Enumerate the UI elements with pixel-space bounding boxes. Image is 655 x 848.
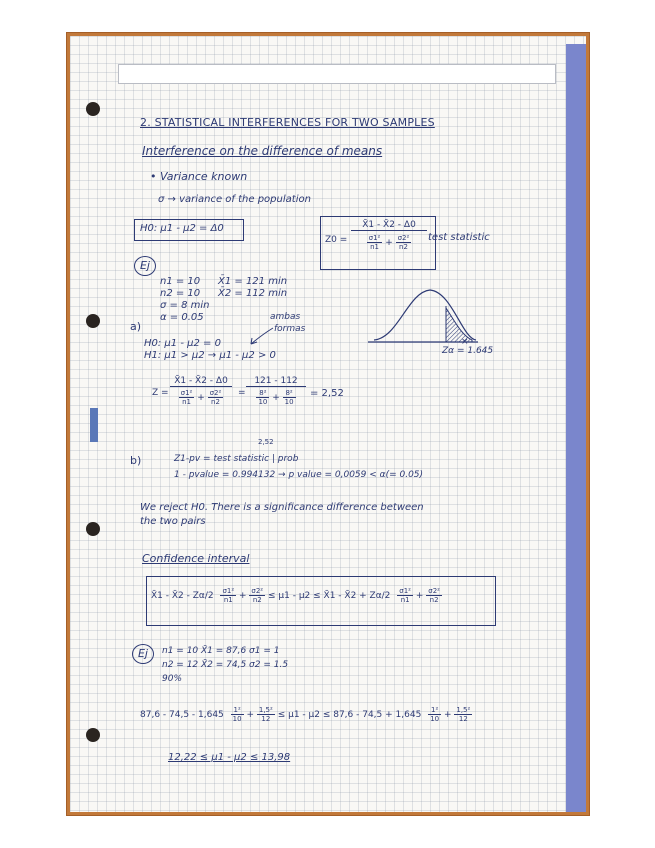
conclusion-line2: the two pairs <box>140 516 206 527</box>
z-equals: = <box>238 388 246 398</box>
conclusion-line1: We reject H0. There is a significance difference between <box>140 502 424 513</box>
punch-hole <box>86 728 100 742</box>
ci-formula-box <box>146 576 496 626</box>
frac-den: 10 <box>258 398 268 406</box>
frac-num: 1² <box>231 706 244 715</box>
ex2-calc-mid: ≤ μ1 - μ2 ≤ 87,6 - 74,5 + 1,645 <box>277 710 422 720</box>
frac-num: σ2² <box>428 587 440 595</box>
frac-den: 10 <box>232 715 242 723</box>
ci-left-term: X̄1 - X̄2 - Zα/2 <box>151 591 214 601</box>
frac-num: 1² <box>428 706 441 715</box>
frac-num: σ2² <box>209 389 222 397</box>
frac-den: 12 <box>458 715 468 723</box>
punch-hole <box>86 314 100 328</box>
example-marker: Ej <box>134 256 156 276</box>
example-marker: Ej <box>132 644 154 664</box>
given-sigma: σ = 8 min <box>160 300 210 311</box>
test-statistic-label: test statistic <box>428 232 490 243</box>
h0-line: H0: μ1 - μ2 = 0 <box>144 338 221 349</box>
note-arrow <box>245 326 275 348</box>
ci-formula: X̄1 - X̄2 - Zα/2 $\frac{\text{σ1²}}{n1}$ + $\frac{\text{σ2²}}{n2}$ ≤ μ1 - μ2 ≤ X̄1 - X̄2 + Zα/2 $\frac{\text{σ1²}}{n1}$ + $\frac{\text{σ2²}}{n2}$ <box>151 587 440 604</box>
part-b-line1: Z1-pv = test statistic | prob <box>174 454 299 464</box>
variance-note: σ → variance of the population <box>158 194 311 205</box>
normal-curve-sketch <box>368 284 488 348</box>
frac-den: 10 <box>430 715 440 723</box>
ex2-calc-left: 87,6 - 74,5 - 1,645 <box>140 710 224 720</box>
frac-den: n2 <box>252 596 262 604</box>
ex2-line3: 90% <box>162 674 183 684</box>
formas-note: formas <box>274 324 306 334</box>
z-fraction-2: 121 - 112 $\frac{\text{8²}}{10}$ + $\frac{\text{8²}}{10}$ <box>246 376 306 406</box>
frac-den: 10 <box>284 398 294 406</box>
ex2-line1: n1 = 10 X̄1 = 87,6 σ1 = 1 <box>162 646 280 656</box>
given-x2: X̄2 = 112 min <box>218 288 288 299</box>
margin-strip <box>566 44 586 812</box>
frac-num: σ1² <box>222 587 235 595</box>
given-x1: X̄1 = 121 min <box>218 276 288 287</box>
z0-label: Z0 = <box>325 235 348 245</box>
z-fraction-1: X̄1 - X̄2 - Δ0 $\frac{\text{σ1²}}{n1}$ + $\frac{\text{σ2²}}{n2}$ <box>170 376 232 406</box>
test-statistic-box <box>320 216 436 270</box>
frac-den: 12 <box>261 715 271 723</box>
z-result: = 2,52 <box>310 388 344 399</box>
z-numerator: X̄1 - X̄2 - Δ0 <box>170 376 232 387</box>
frac-den: n2 <box>399 243 408 251</box>
page-title: 2. STATISTICAL INTERFERENCES FOR TWO SAMPLES <box>140 116 435 129</box>
frac-num: σ1² <box>368 234 381 242</box>
part-b-label: b) <box>130 454 142 467</box>
variance-heading: • Variance known <box>150 170 248 183</box>
frac-den: n2 <box>211 398 220 406</box>
svg-text:×: × <box>461 337 469 347</box>
frac-den: n1 <box>223 596 233 604</box>
part-a-label: a) <box>130 320 142 333</box>
ci-heading: Confidence interval <box>142 552 250 565</box>
part-b-line2: 1 - pvalue = 0.994132 → p value = 0,0059 < α(= 0.05) <box>174 470 424 480</box>
ex2-result: 12,22 ≤ μ1 - μ2 ≤ 13,98 <box>168 752 291 763</box>
given-alpha: α = 0.05 <box>160 312 204 323</box>
z-numerator-values: 121 - 112 <box>246 376 306 387</box>
test-stat-fraction: X̄1 - X̄2 - Δ0 $\frac{\text{σ1²}}{n1}$ + $\frac{\text{σ2²}}{n2}$ <box>351 220 427 251</box>
frac-num: σ1² <box>180 389 193 397</box>
notebook-page <box>70 36 586 812</box>
frac-num: 1,5² <box>258 706 273 714</box>
frac-num: 8² <box>283 389 296 398</box>
z-lhs: Z = <box>152 388 169 398</box>
frac-den: n1 <box>400 596 410 604</box>
z-critical-label: Zα = 1.645 <box>442 346 494 356</box>
side-label-tab <box>90 408 98 442</box>
test-stat-numerator: X̄1 - X̄2 - Δ0 <box>351 220 427 231</box>
ex2-line2: n2 = 12 X̄2 = 74,5 σ2 = 1.5 <box>162 660 289 670</box>
hypothesis-box <box>134 219 244 241</box>
given-n2: n2 = 10 <box>160 288 201 299</box>
frac-num: σ1² <box>399 587 411 595</box>
punch-hole <box>86 102 100 116</box>
h1-line: H1: μ1 > μ2 → μ1 - μ2 > 0 <box>144 350 276 361</box>
frac-num: 8² <box>256 389 269 398</box>
section-subtitle: Interference on the difference of means <box>142 144 383 158</box>
frac-den: n1 <box>182 398 191 406</box>
frac-num: σ2² <box>251 587 264 595</box>
hypothesis-text: H0: μ1 - μ2 = Δ0 <box>140 223 224 234</box>
frac-den: n2 <box>429 596 439 604</box>
ambas-note: ambas <box>270 312 301 322</box>
frac-num: σ2² <box>397 234 410 242</box>
frac-den: n1 <box>370 243 379 251</box>
ci-middle-term: ≤ μ1 - μ2 ≤ X̄1 - X̄2 + Zα/2 <box>268 591 391 601</box>
frac-num: 1,5² <box>456 706 471 714</box>
ex2-calculation: 87,6 - 74,5 - 1,645 $\frac{\text{1²}}{10}$ + $\frac{\text{1,5²}}{12}$ ≤ μ1 - μ2 ≤ 87,6 - 74,5 + 1,645 $\frac{\text{1²}}{10}$ + $\frac{\text{1,5²}}{12}$ <box>140 706 471 723</box>
small-note: 2,52 <box>258 438 274 446</box>
punch-hole <box>86 522 100 536</box>
given-n1: n1 = 10 <box>160 276 201 287</box>
header-box <box>118 64 556 84</box>
